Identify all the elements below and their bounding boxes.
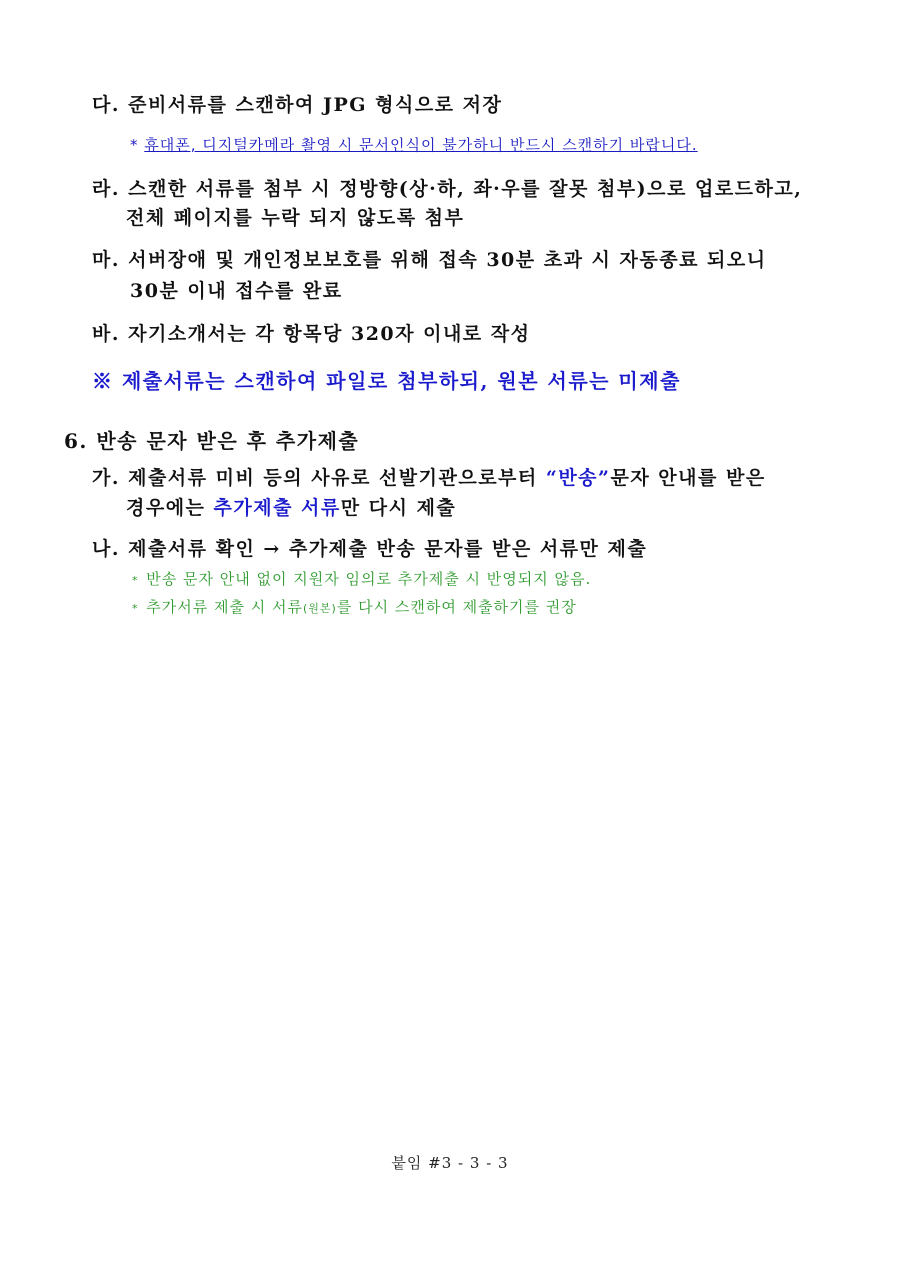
item-na-note2-post: 를 다시 스캔하여 제출하기를 권장 — [336, 598, 577, 616]
item-ga-line1-post: 문자 안내를 받은 — [610, 467, 766, 489]
item-na-note2 — [132, 597, 577, 619]
item-ma-line1: 마. 서버장애 및 개인정보보호를 위해 접속 30분 초과 시 자동종료 되오니 — [92, 249, 767, 271]
note-star-icon: * — [132, 574, 139, 587]
item-ga-highlight-return: “반송” — [545, 467, 611, 489]
item-na-note2-small: (원본) — [303, 602, 337, 615]
item-ga-highlight-docs: 추가제출 서류 — [213, 497, 341, 519]
note-star-icon: * — [132, 602, 139, 615]
item-ba-line: 바. 자기소개서는 각 항목당 320자 이내로 작성 — [92, 323, 531, 345]
item-ga-line2-post: 만 다시 제출 — [340, 497, 457, 519]
section-6-heading: 6. 반송 문자 받은 후 추가제출 — [64, 429, 360, 453]
item-na-note1 — [132, 569, 591, 591]
item-da-note-text: 휴대폰, 디지털카메라 촬영 시 문서인식이 불가하니 반드시 스캔하기 바랍니다. — [144, 136, 698, 154]
item-ma-line2: 30분 이내 접수를 완료 — [130, 280, 343, 302]
item-ga-line2 — [126, 496, 456, 520]
item-ga-line1-pre: 가. 제출서류 미비 등의 사유로 선발기관으로부터 — [92, 467, 546, 489]
item-ga-line1 — [92, 466, 766, 490]
note-star-icon: * — [130, 136, 139, 154]
item-ra-line2: 전체 페이지를 누락 되지 않도록 첨부 — [126, 207, 465, 229]
item-na-line: 나. 제출서류 확인 → 추가제출 반송 문자를 받은 서류만 제출 — [92, 538, 648, 560]
item-da-note — [130, 135, 698, 155]
item-na-note1-text: 반송 문자 안내 없이 지원자 임의로 추가제출 시 반영되지 않음. — [146, 570, 592, 588]
item-ra-line1: 라. 스캔한 서류를 첨부 시 정방향(상·하, 좌·우를 잘못 첨부)으로 업로드하고, — [92, 178, 803, 200]
page-footer: 붙임 #3 - 3 - 3 — [391, 1154, 509, 1172]
item-da-line: 다. 준비서류를 스캔하여 JPG 형식으로 저장 — [92, 94, 503, 116]
item-ga-line2-pre: 경우에는 — [126, 497, 214, 519]
item-na-note2-pre: 추가서류 제출 시 서류 — [146, 598, 303, 616]
notice-line: ※ 제출서류는 스캔하여 파일로 첨부하되, 원본 서류는 미제출 — [92, 369, 681, 393]
